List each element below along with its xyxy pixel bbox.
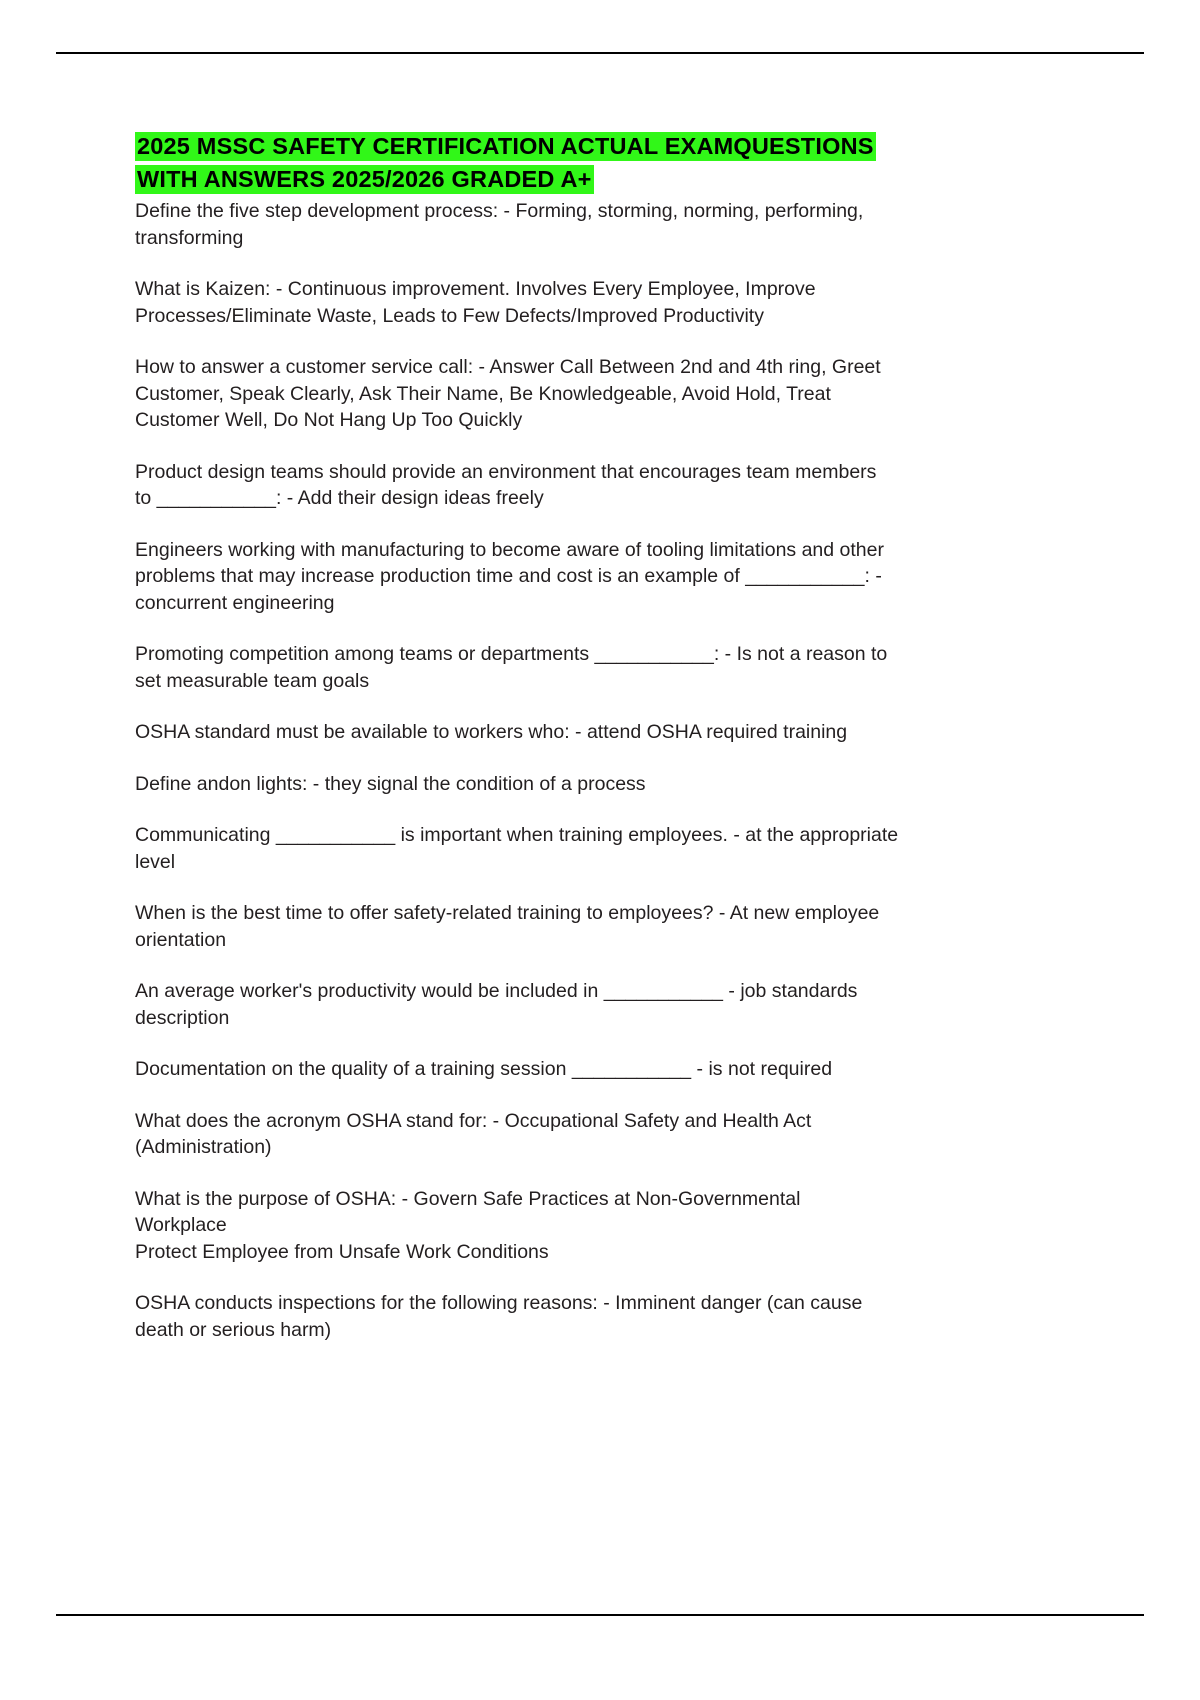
qa-block [135, 1056, 1005, 1083]
qa-line: to ___________: - Add their design ideas freely [135, 487, 544, 509]
qa-block [135, 198, 1005, 251]
qa-block [135, 1290, 1005, 1343]
qa-line: set measurable team goals [135, 669, 370, 692]
qa-block [135, 719, 1005, 746]
qa-line: death or serious harm) [135, 1318, 332, 1341]
qa-line: OSHA standard must be available to workers who: - attend OSHA required training [135, 721, 848, 743]
page-title-line-2: WITH ANSWERS 2025/2026 GRADED A+ [137, 166, 592, 192]
page-top-divider [56, 52, 1144, 54]
qa-line: How to answer a customer service call: - Answer Call Between 2nd and 4th ring, Greet [135, 356, 881, 378]
qa-line: When is the best time to offer safety-related training to employees? - At new employee [135, 902, 880, 924]
qa-block [135, 641, 1005, 694]
page-title-line-1: 2025 MSSC SAFETY CERTIFICATION ACTUAL EXAMQUESTIONS [137, 133, 874, 159]
qa-block [135, 978, 1005, 1031]
qa-line: level [135, 850, 176, 873]
qa-line: Protect Employee from Unsafe Work Conditions [135, 1240, 549, 1263]
qa-block [135, 822, 1005, 875]
qa-line: transforming [135, 226, 244, 249]
qa-block [135, 900, 1005, 953]
qa-line: problems that may increase production time and cost is an example of ___________: - [135, 565, 882, 587]
qa-line: Documentation on the quality of a training session ___________ - is not required [135, 1058, 833, 1080]
qa-line: description [135, 1006, 230, 1029]
document-body [135, 130, 1005, 1368]
qa-block [135, 459, 1005, 512]
qa-line: What does the acronym OSHA stand for: - Occupational Safety and Health Act [135, 1109, 812, 1132]
page-bottom-divider [56, 1614, 1144, 1616]
qa-line: Workplace [135, 1214, 227, 1236]
qa-line: Product design teams should provide an environment that encourages team members [135, 460, 877, 483]
qa-line: Customer Well, Do Not Hang Up Too Quickly [135, 409, 523, 431]
qa-line: Define the five step development process: - Forming, storming, norming, performing, [135, 200, 864, 222]
qa-line: OSHA conducts inspections for the following reasons: - Imminent danger (can cause [135, 1292, 863, 1314]
qa-line: What is the purpose of OSHA: - Govern Safe Practices at Non-Governmental [135, 1187, 801, 1210]
qa-line: orientation [135, 928, 227, 951]
qa-line: Engineers working with manufacturing to become aware of tooling limitations and other [135, 538, 884, 561]
qa-line: Communicating ___________ is important when training employees. - at the appropriate [135, 824, 899, 846]
qa-line: What is Kaizen: - Continuous improvement. Involves Every Employee, Improve [135, 278, 816, 300]
qa-line: (Administration) [135, 1136, 272, 1158]
qa-line: Promoting competition among teams or departments ___________: - Is not a reason to [135, 643, 888, 665]
qa-block [135, 276, 1005, 329]
qa-block [135, 771, 1005, 798]
qa-line: Define andon lights: - they signal the condition of a process [135, 772, 646, 795]
qa-block [135, 354, 1005, 434]
qa-line: concurrent engineering [135, 591, 335, 614]
qa-block [135, 537, 1005, 617]
qa-line: Customer, Speak Clearly, Ask Their Name, Be Knowledgeable, Avoid Hold, Treat [135, 382, 831, 405]
page-title [135, 130, 1005, 196]
qa-block [135, 1108, 1005, 1161]
qa-block [135, 1186, 1005, 1266]
qa-line: Processes/Eliminate Waste, Leads to Few Defects/Improved Productivity [135, 304, 764, 327]
qa-line: An average worker's productivity would be included in ___________ - job standards [135, 980, 858, 1002]
